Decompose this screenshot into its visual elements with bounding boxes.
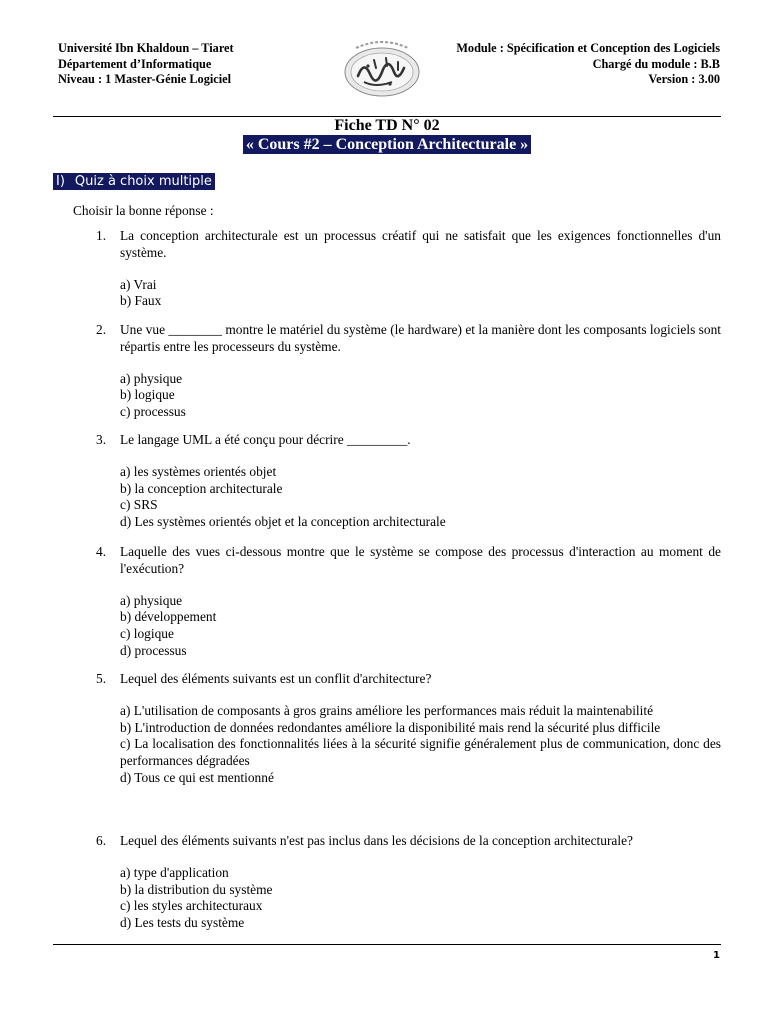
question-text: Lequel des éléments suivants n'est pas inclus dans les décisions de la conception architecturale?: [120, 833, 633, 848]
page-number: 1: [713, 950, 720, 961]
answer-option: a) Vrai: [120, 276, 157, 292]
question-1: [96, 228, 721, 310]
answer-options: [120, 464, 721, 531]
answer-option: b) la conception architecturale: [120, 480, 283, 496]
answer-options: [120, 865, 721, 932]
answer-option: c) logique: [120, 626, 174, 642]
question-number: 5.: [96, 671, 107, 686]
section-heading: [53, 173, 215, 190]
answer-option: c) SRS: [120, 497, 158, 513]
question-text: Le langage UML a été conçu pour décrire _________.: [120, 432, 411, 447]
answer-option: a) type d'application: [120, 864, 229, 880]
answer-option: b) logique: [120, 387, 175, 403]
question-6: [96, 833, 721, 932]
header-left: [58, 41, 234, 88]
question-number: 4.: [96, 544, 107, 559]
answer-option: a) physique: [120, 370, 183, 386]
answer-option: d) Les tests du système: [120, 915, 245, 931]
section-label: Quiz à choix multiple: [74, 174, 212, 189]
answer-option: b) développement: [120, 609, 217, 625]
answer-option: a) L'utilisation de composants à gros grains améliore les performances mais réduit la maintenabilité: [120, 702, 654, 718]
answer-options: [120, 593, 721, 660]
module-teacher: Chargé du module : B.B: [592, 56, 720, 71]
department-name: Département d’Informatique: [58, 56, 212, 71]
answer-option: d) Tous ce qui est mentionné: [120, 769, 274, 785]
answer-option: a) physique: [120, 592, 183, 608]
level: Niveau : 1 Master-Génie Logiciel: [58, 72, 232, 86]
module-name: Module : Spécification et Conception des Logiciels: [456, 41, 720, 55]
question-number: 2.: [96, 322, 107, 337]
university-name: Université Ibn Khaldoun – Tiaret: [58, 41, 234, 55]
question-text: Lequel des éléments suivants est un conflit d'architecture?: [120, 671, 432, 686]
university-logo: [340, 38, 422, 100]
answer-option: c) les styles architecturaux: [120, 898, 263, 914]
answer-option: d) processus: [120, 642, 187, 658]
answer-option: b) la distribution du système: [120, 881, 273, 897]
question-2: [96, 322, 721, 421]
question-number: 1.: [96, 228, 107, 243]
answer-option: d) Les systèmes orientés objet et la conception architecturale: [120, 514, 446, 530]
page-title: Fiche TD N° 02: [334, 117, 440, 134]
footer-divider: [53, 944, 721, 945]
question-text: Laquelle des vues ci-dessous montre que le système se compose des processus d'interaction au moment de l'exécution?: [120, 544, 721, 576]
page-subtitle: « Cours #2 – Conception Architecturale »: [243, 135, 531, 154]
question-4: [96, 544, 721, 660]
question-text: La conception architecturale est un processus créatif qui ne satisfait que les exigences fonctionnelles d'un système.: [120, 228, 721, 260]
answer-option: c) processus: [120, 404, 186, 420]
question-3: [96, 432, 721, 531]
header-right: [456, 41, 720, 88]
question-number: 6.: [96, 833, 107, 848]
section-number: I): [56, 174, 65, 189]
question-text: Une vue ________ montre le matériel du système (le hardware) et la manière dont les composants logiciels sont répartis entre les processeurs du système.: [120, 322, 721, 354]
question-5: [96, 671, 721, 787]
answer-options: [120, 703, 721, 787]
title-block: [53, 116, 721, 154]
answer-option: a) les systèmes orientés objet: [120, 463, 277, 479]
answer-option: b) L'introduction de données redondantes améliore la disponibilité mais rend la sécurité plus difficile: [120, 719, 661, 735]
answer-options: [120, 277, 721, 311]
instructions: Choisir la bonne réponse :: [73, 203, 214, 218]
question-number: 3.: [96, 432, 107, 447]
answer-option: c) La localisation des fonctionnalités liées à la sécurité signifie généralement plus de communication, donc des performances dégradées: [120, 736, 721, 769]
version: Version : 3.00: [648, 72, 720, 86]
answer-option: b) Faux: [120, 293, 162, 309]
answer-options: [120, 371, 721, 421]
